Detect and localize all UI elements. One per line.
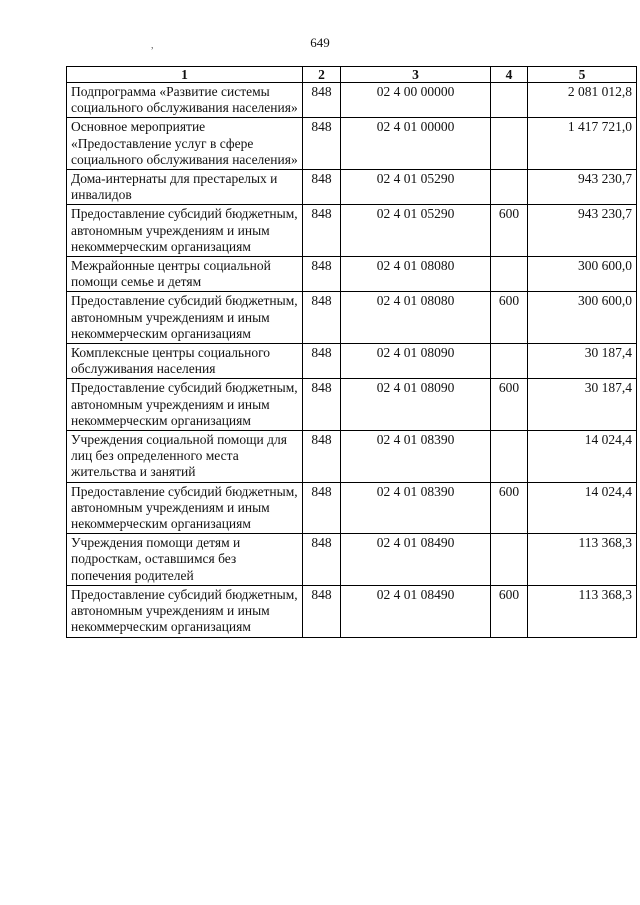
header-col-3: 3 bbox=[341, 67, 491, 83]
table-row bbox=[67, 482, 637, 534]
row-expense-type bbox=[491, 170, 528, 205]
row-expense-type: 600 bbox=[491, 585, 528, 637]
row-amount: 14 024,4 bbox=[528, 431, 637, 483]
row-amount: 300 600,0 bbox=[528, 257, 637, 292]
row-ministry-code: 848 bbox=[303, 292, 341, 344]
row-amount: 2 081 012,8 bbox=[528, 83, 637, 118]
row-amount: 943 230,7 bbox=[528, 205, 637, 257]
row-target-article: 02 4 01 08390 bbox=[341, 482, 491, 534]
row-amount: 30 187,4 bbox=[528, 344, 637, 379]
row-amount: 113 368,3 bbox=[528, 534, 637, 586]
row-expense-type bbox=[491, 534, 528, 586]
row-ministry-code: 848 bbox=[303, 118, 341, 170]
row-name: Предоставление субсидий бюджетным, автономным учреждениям и иным некоммерческим организациям bbox=[67, 585, 303, 637]
row-name: Межрайонные центры социальной помощи семье и детям bbox=[67, 257, 303, 292]
row-ministry-code: 848 bbox=[303, 170, 341, 205]
row-amount: 14 024,4 bbox=[528, 482, 637, 534]
row-target-article: 02 4 01 08090 bbox=[341, 379, 491, 431]
table-row bbox=[67, 257, 637, 292]
row-ministry-code: 848 bbox=[303, 344, 341, 379]
row-ministry-code: 848 bbox=[303, 585, 341, 637]
page-number: 649 bbox=[310, 35, 330, 50]
row-ministry-code: 848 bbox=[303, 257, 341, 292]
table-row bbox=[67, 534, 637, 586]
row-name: Предоставление субсидий бюджетным, автономным учреждениям и иным некоммерческим организациям bbox=[67, 482, 303, 534]
row-target-article: 02 4 01 08390 bbox=[341, 431, 491, 483]
row-expense-type: 600 bbox=[491, 292, 528, 344]
table-body bbox=[67, 83, 637, 638]
row-amount: 300 600,0 bbox=[528, 292, 637, 344]
budget-table bbox=[66, 66, 637, 638]
row-name: Предоставление субсидий бюджетным, автономным учреждениям и иным некоммерческим организациям bbox=[67, 292, 303, 344]
row-ministry-code: 848 bbox=[303, 205, 341, 257]
row-ministry-code: 848 bbox=[303, 482, 341, 534]
row-expense-type: 600 bbox=[491, 482, 528, 534]
header-col-4: 4 bbox=[491, 67, 528, 83]
row-name: Подпрограмма «Развитие системы социального обслуживания населения» bbox=[67, 83, 303, 118]
header-col-5: 5 bbox=[528, 67, 637, 83]
table-row bbox=[67, 83, 637, 118]
row-expense-type bbox=[491, 431, 528, 483]
row-target-article: 02 4 01 05290 bbox=[341, 170, 491, 205]
row-name: Комплексные центры социального обслуживания населения bbox=[67, 344, 303, 379]
row-expense-type bbox=[491, 344, 528, 379]
table-row bbox=[67, 585, 637, 637]
header-col-2: 2 bbox=[303, 67, 341, 83]
table-row bbox=[67, 170, 637, 205]
row-ministry-code: 848 bbox=[303, 431, 341, 483]
row-ministry-code: 848 bbox=[303, 379, 341, 431]
row-target-article: 02 4 01 08490 bbox=[341, 585, 491, 637]
table-row bbox=[67, 292, 637, 344]
table-row bbox=[67, 344, 637, 379]
row-name: Предоставление субсидий бюджетным, автономным учреждениям и иным некоммерческим организациям bbox=[67, 379, 303, 431]
row-name: Учреждения помощи детям и подросткам, оставшимся без попечения родителей bbox=[67, 534, 303, 586]
row-name: Основное мероприятие «Предоставление услуг в сфере социального обслуживания населения» bbox=[67, 118, 303, 170]
row-name: Предоставление субсидий бюджетным, автономным учреждениям и иным некоммерческим организациям bbox=[67, 205, 303, 257]
row-expense-type bbox=[491, 257, 528, 292]
row-target-article: 02 4 01 00000 bbox=[341, 118, 491, 170]
row-amount: 1 417 721,0 bbox=[528, 118, 637, 170]
margin-mark: , bbox=[151, 40, 154, 51]
row-name: Учреждения социальной помощи для лиц без определенного места жительства и занятий bbox=[67, 431, 303, 483]
row-target-article: 02 4 01 05290 bbox=[341, 205, 491, 257]
row-name: Дома-интернаты для престарелых и инвалидов bbox=[67, 170, 303, 205]
row-expense-type bbox=[491, 83, 528, 118]
header-col-1: 1 bbox=[67, 67, 303, 83]
table-row bbox=[67, 379, 637, 431]
row-target-article: 02 4 01 08090 bbox=[341, 344, 491, 379]
row-expense-type: 600 bbox=[491, 379, 528, 431]
row-target-article: 02 4 01 08080 bbox=[341, 292, 491, 344]
row-expense-type: 600 bbox=[491, 205, 528, 257]
row-expense-type bbox=[491, 118, 528, 170]
table-row bbox=[67, 205, 637, 257]
row-ministry-code: 848 bbox=[303, 83, 341, 118]
row-target-article: 02 4 01 08080 bbox=[341, 257, 491, 292]
row-amount: 113 368,3 bbox=[528, 585, 637, 637]
row-amount: 30 187,4 bbox=[528, 379, 637, 431]
row-target-article: 02 4 01 08490 bbox=[341, 534, 491, 586]
row-target-article: 02 4 00 00000 bbox=[341, 83, 491, 118]
row-amount: 943 230,7 bbox=[528, 170, 637, 205]
table-row bbox=[67, 118, 637, 170]
header-row bbox=[67, 67, 637, 83]
row-ministry-code: 848 bbox=[303, 534, 341, 586]
table-row bbox=[67, 431, 637, 483]
